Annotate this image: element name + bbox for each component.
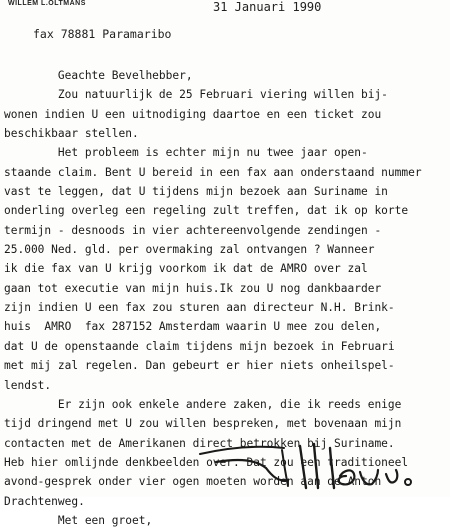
body-line: 25.000 Ned. gld. per overmaking zal ontvangen ? Wanneer: [4, 243, 375, 257]
body-line: Drachtenweg.: [4, 494, 85, 508]
body-line: dat U de openstaande claim tijdens mijn bezoek in Februari: [4, 339, 395, 353]
letterhead: WILLEM L.OLTMANS: [8, 0, 86, 7]
body-line: ik die fax van U krijg voorkom ik dat de AMRO over zal: [4, 262, 368, 276]
body-line: onderling overleg een regeling zult treffen, dat ik op korte: [4, 204, 409, 218]
fax-line: fax 78881 Paramaribo: [33, 27, 172, 41]
body-line: termijn - desnoods in vier achtereenvolgende zendingen -: [4, 223, 382, 237]
body-line: staande claim. Bent U bereid in een fax aan onderstaand nummer: [4, 165, 422, 179]
body-line: wonen indien U een uitnodiging daartoe en een ticket zou: [4, 107, 382, 121]
body-line: gaan tot executie van mijn huis.Ik zou U nog dankbaarder: [4, 281, 382, 295]
body-line: Zou natuurlijk de 25 Februari viering willen bij-: [4, 88, 388, 102]
letter-date: 31 Januari 1990: [213, 0, 322, 14]
closing: Met een groet,: [4, 513, 153, 527]
salutation: Geachte Bevelhebber,: [4, 69, 193, 82]
body-line: huis AMRO fax 287152 Amsterdam waarin U mee zou delen,: [4, 320, 382, 334]
body-line: Het probleem is echter mijn nu twee jaar open-: [4, 146, 368, 160]
body-line: beschikbaar stellen.: [4, 127, 139, 141]
body-line: Heb hier omlijnde denkbeelden over. Dat zou een traditioneel: [4, 455, 409, 469]
body-line: avond-gesprek onder vier ogen moeten worden aan de Anton: [4, 475, 382, 489]
body-line: met mij zal regelen. Dan gebeurt er hier niets onheilspel-: [4, 359, 395, 373]
body-line: contacten met de Amerikanen direct betrokken bij Suriname.: [4, 436, 395, 450]
body-line: lendst.: [4, 378, 52, 392]
body-line: vast te leggen, dat U tijdens mijn bezoek aan Suriname in: [4, 185, 388, 199]
handwritten-signature: [196, 436, 436, 492]
body-line: tijd dringend met U zou willen bespreken, met bovenaan mijn: [4, 417, 402, 431]
body-line: Er zijn ook enkele andere zaken, die ik reeds enige: [4, 397, 402, 411]
body-line: zijn indien U een fax zou sturen aan directeur N.H. Brink-: [4, 301, 395, 315]
